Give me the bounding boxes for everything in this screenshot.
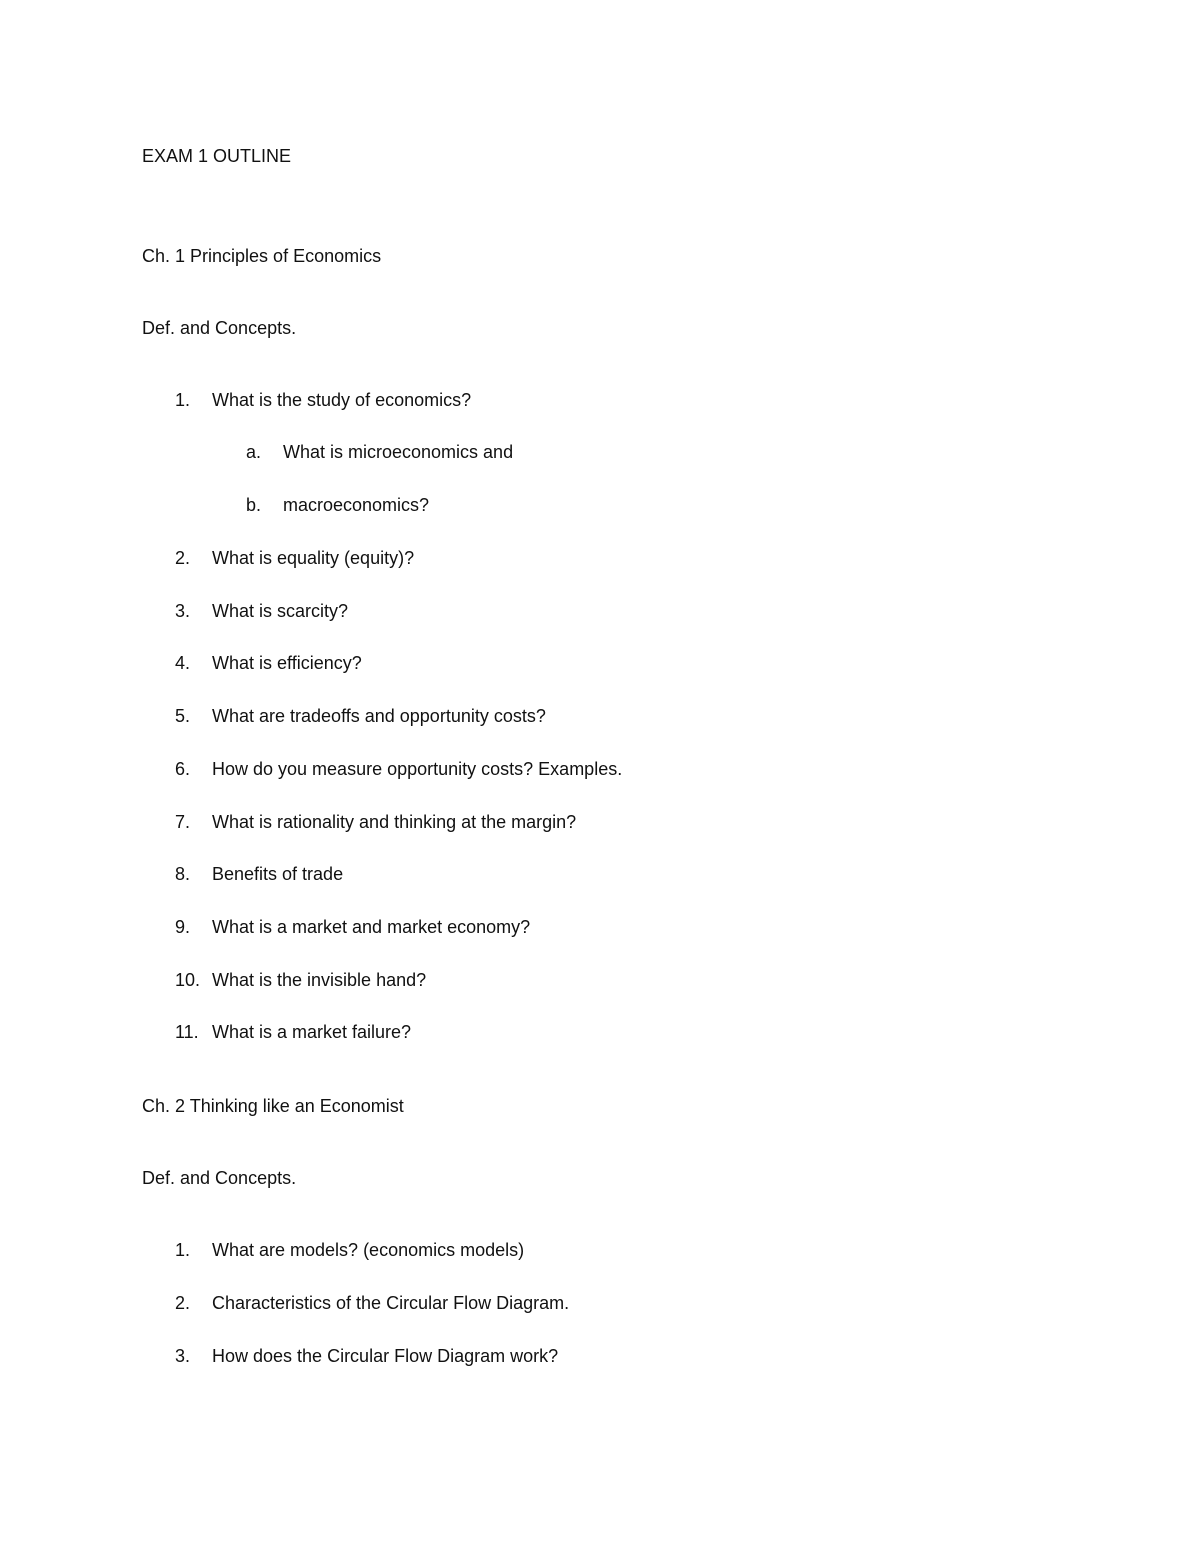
- list-item-text: What is scarcity?: [212, 601, 349, 621]
- list-item-number: 4.: [175, 653, 191, 673]
- list-item-number: 9.: [175, 917, 191, 937]
- list-item-text: What is the invisible hand?: [212, 970, 427, 990]
- list-item-number: 1.: [175, 390, 191, 410]
- sub-list-item-text: What is microeconomics and: [283, 442, 514, 462]
- chapter-1-heading: Ch. 1 Principles of Economics: [142, 246, 382, 266]
- list-item-number: 6.: [175, 759, 191, 779]
- list-item-number: 2.: [175, 1293, 191, 1313]
- list-item-text: What is a market and market economy?: [212, 917, 531, 937]
- chapter-2-subheading: Def. and Concepts.: [142, 1168, 297, 1188]
- list-item-text: How does the Circular Flow Diagram work?: [212, 1346, 559, 1366]
- list-item-text: Characteristics of the Circular Flow Diagram.: [212, 1293, 570, 1313]
- sub-list-item-letter: a.: [246, 442, 262, 462]
- list-item-text: What is the study of economics?: [212, 390, 472, 410]
- list-item-number: 7.: [175, 812, 191, 832]
- chapter-1-subheading: Def. and Concepts.: [142, 318, 297, 338]
- list-item-text: What is rationality and thinking at the margin?: [212, 812, 577, 832]
- list-item-text: What are tradeoffs and opportunity costs?: [212, 706, 546, 726]
- list-item-text: What is efficiency?: [212, 653, 362, 673]
- document-title: EXAM 1 OUTLINE: [142, 146, 292, 166]
- list-item-number: 5.: [175, 706, 191, 726]
- list-item-number: 2.: [175, 548, 191, 568]
- list-item-text: What is equality (equity)?: [212, 548, 415, 568]
- list-item-text: How do you measure opportunity costs? Examples.: [212, 759, 623, 779]
- chapter-2-heading: Ch. 2 Thinking like an Economist: [142, 1096, 404, 1116]
- sub-list-item-text: macroeconomics?: [283, 495, 430, 515]
- sub-list-item-letter: b.: [246, 495, 262, 515]
- list-item-text: What is a market failure?: [212, 1022, 412, 1042]
- list-item-text: What are models? (economics models): [212, 1240, 525, 1260]
- list-item-number: 3.: [175, 1346, 191, 1366]
- list-item-number: 8.: [175, 864, 191, 884]
- list-item-number: 1.: [175, 1240, 191, 1260]
- list-item-number: 10.: [175, 970, 201, 990]
- list-item-text: Benefits of trade: [212, 864, 344, 884]
- list-item-number: 3.: [175, 601, 191, 621]
- list-item-number: 11.: [175, 1022, 199, 1042]
